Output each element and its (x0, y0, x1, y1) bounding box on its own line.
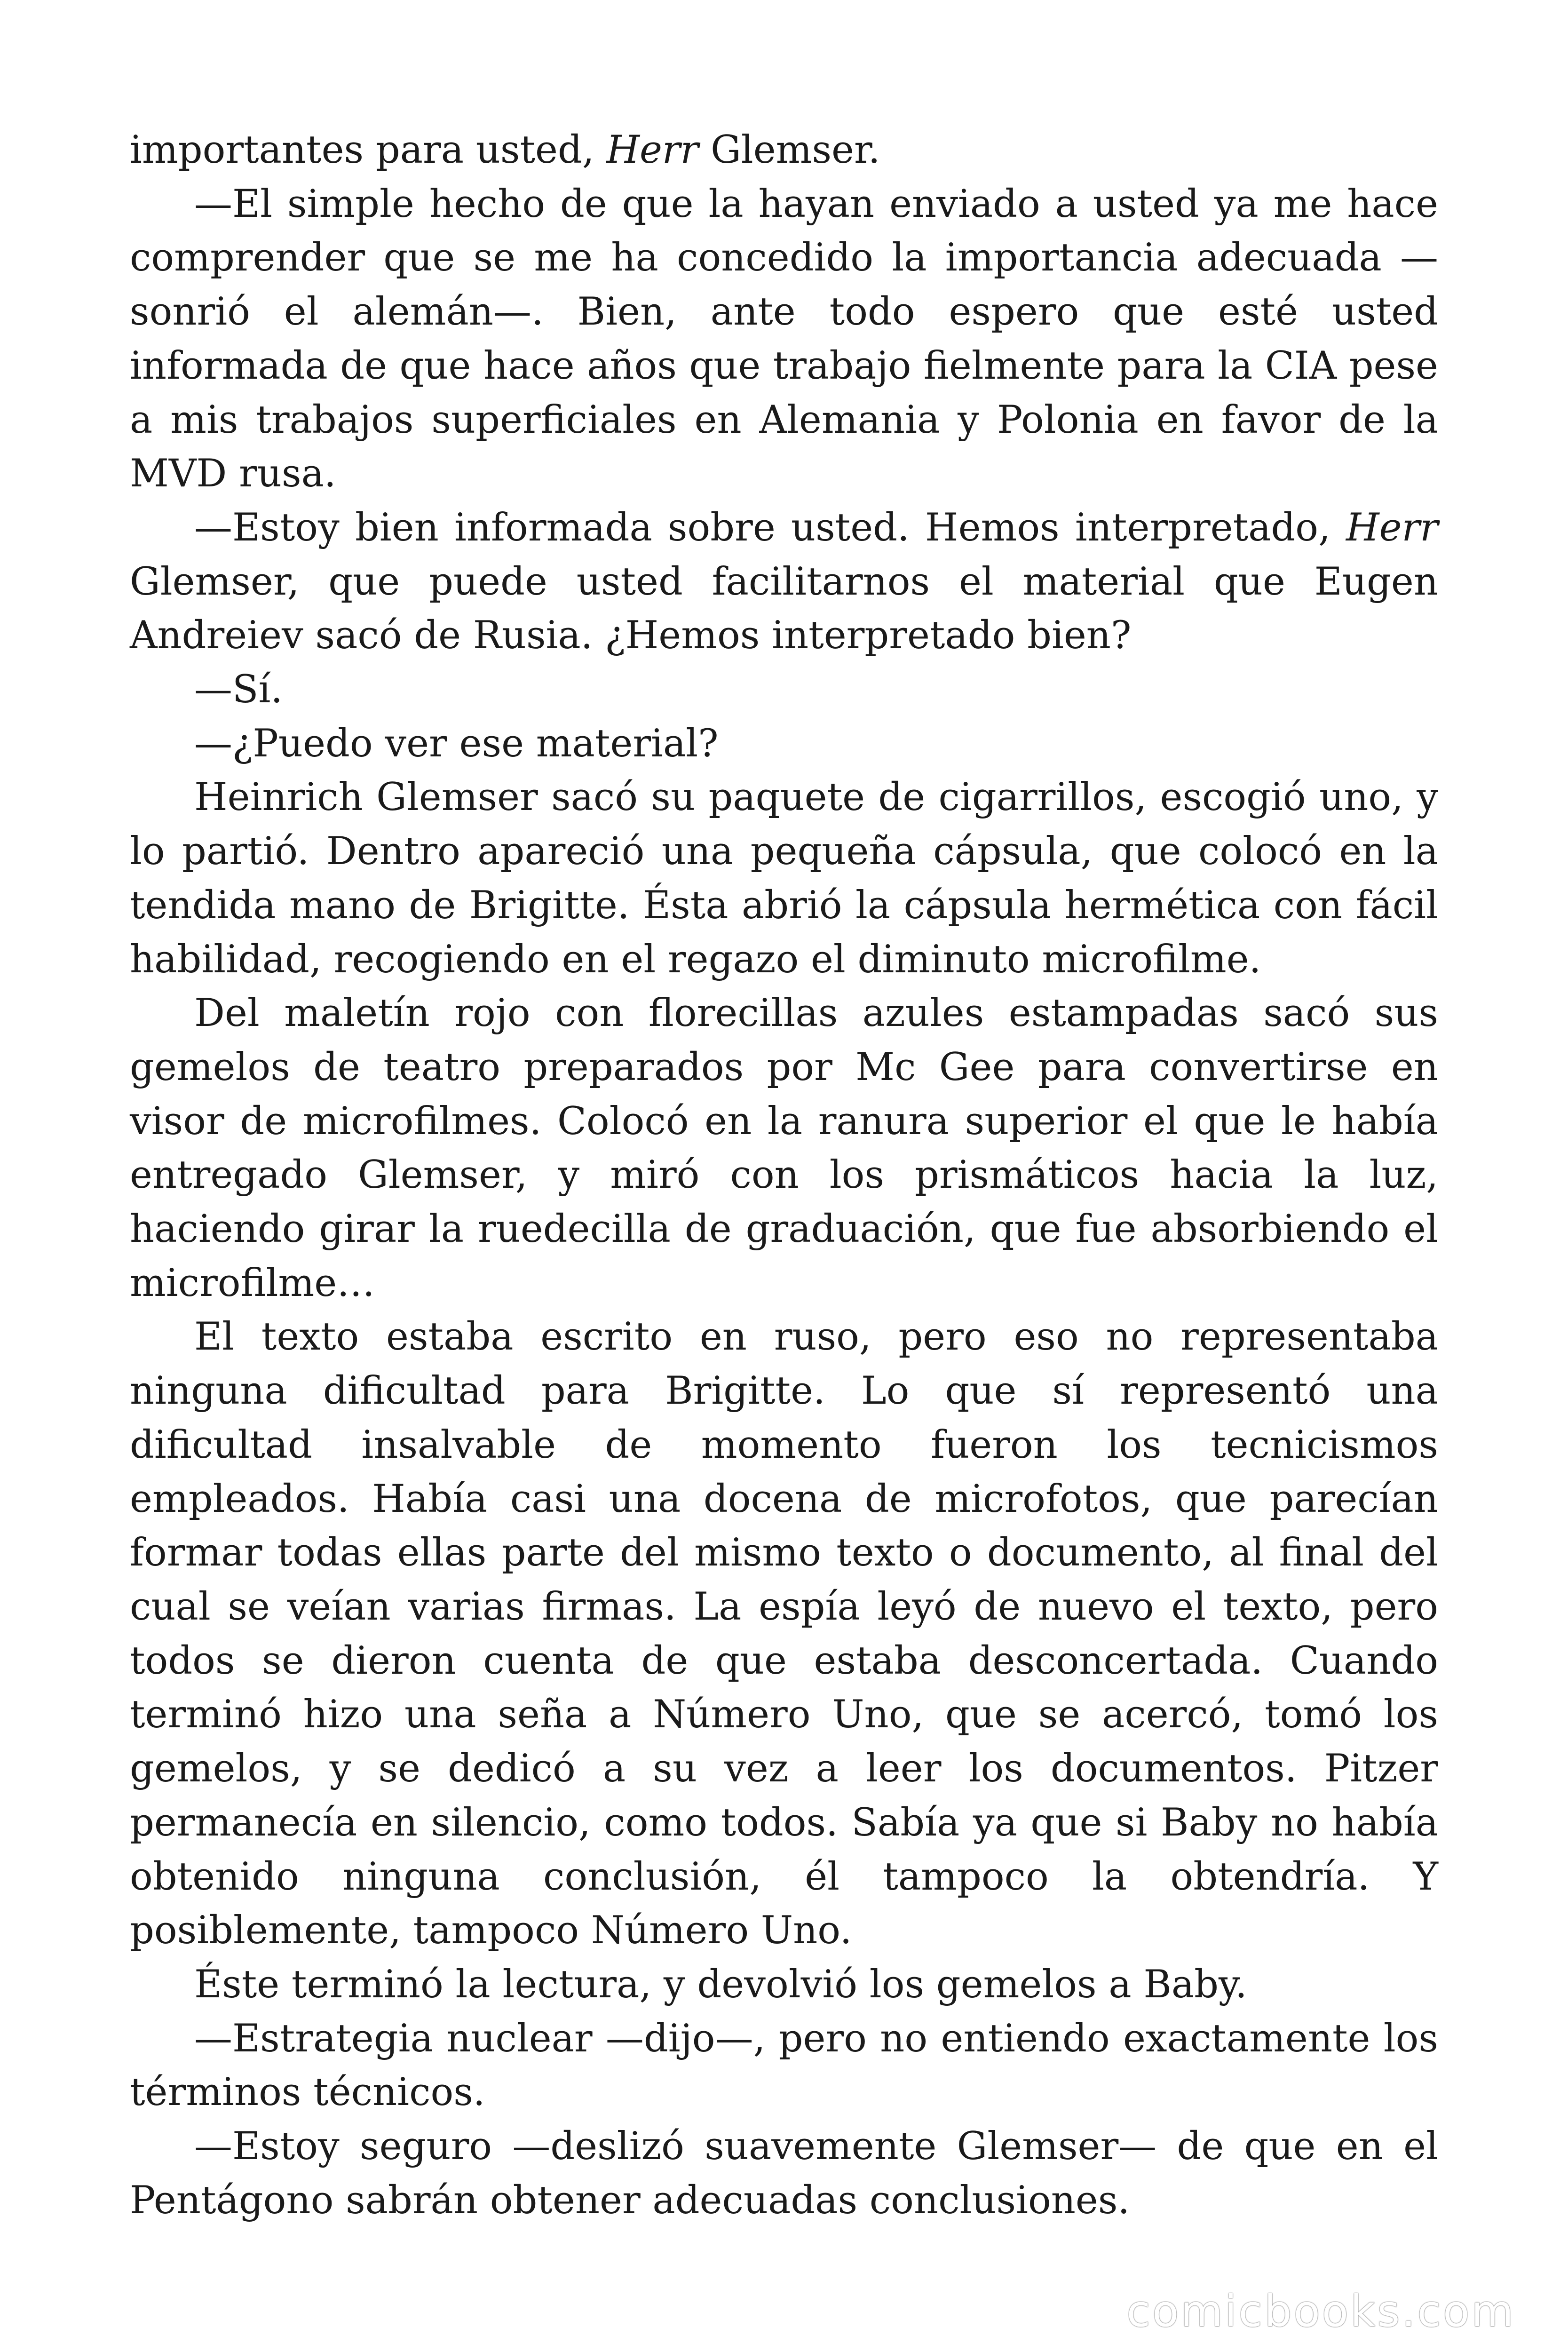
text-run: importantes para usted, (130, 128, 607, 172)
text-run: El texto estaba escrito en ruso, pero eso no representaba ninguna dificultad para Brigitte. Lo que sí representó una dificultad insalvable de momento fueron los tecnicismos empleados. Había casi una docena de microfotos, que parecían formar todas ellas parte del mismo texto o documento, al final del cual se veían varias firmas. La espía leyó de nuevo el texto, pero todos se dieron cuenta de que estaba desconcertada. Cuando terminó hizo una seña a Número Uno, que se acercó, tomó los gemelos, y se dedicó a su vez a leer los documentos. Pitzer permanecía en silencio, como todos. Sabía ya que si Baby no había obtenido ninguna conclusión, él tampoco la obtendría. Y posiblemente, tampoco Número Uno. (130, 1315, 1438, 1953)
text-run: —Estrategia nuclear —dijo—, pero no entiendo exactamente los términos técnicos. (130, 2016, 1438, 2115)
paragraph (130, 663, 1438, 717)
book-page-text (130, 123, 1438, 2227)
watermark: comicbooks.com (1126, 2286, 1515, 2336)
paragraph (130, 717, 1438, 771)
paragraph (130, 2012, 1438, 2120)
paragraph (130, 2120, 1438, 2227)
text-run: Heinrich Glemser sacó su paquete de cigarrillos, escogió uno, y lo partió. Dentro apareció una pequeña cápsula, que colocó en la tendida mano de Brigitte. Ésta abrió la cápsula hermética con fácil habilidad, recogiendo en el regazo el diminuto microfilme. (130, 775, 1438, 982)
text-run: —Estoy seguro —deslizó suavemente Glemser— de que en el Pentágono sabrán obtener adecuadas conclusiones. (130, 2124, 1438, 2223)
text-run: Del maletín rojo con florecillas azules estampadas sacó sus gemelos de teatro preparados por Mc Gee para convertirse en visor de microfilmes. Colocó en la ranura superior el que le había entregado Glemser, y miró con los prismáticos hacia la luz, haciendo girar la ruedecilla de graduación, que fue absorbiendo el microfilme… (130, 991, 1438, 1305)
paragraph (130, 501, 1438, 663)
text-run: —Sí. (194, 667, 283, 712)
paragraph (130, 1958, 1438, 2012)
paragraph (130, 177, 1438, 501)
text-run: Éste terminó la lectura, y devolvió los gemelos a Baby. (194, 1962, 1247, 2007)
italic-text-run: Herr (606, 128, 699, 172)
text-run: Glemser, que puede usted facilitarnos el material que Eugen Andreiev sacó de Rusia. ¿Hemos interpretado bien? (130, 559, 1438, 658)
text-run: —Estoy bien informada sobre usted. Hemos interpretado, (194, 505, 1346, 550)
paragraph (130, 986, 1438, 1310)
paragraph (130, 1310, 1438, 1957)
paragraph (130, 771, 1438, 986)
text-run: —El simple hecho de que la hayan enviado a usted ya me hace comprender que se me ha concedido la importancia adecuada —sonrió el alemán—. Bien, ante todo espero que esté usted informada de que hace años que trabajo fielmente para la CIA pese a mis trabajos superficiales en Alemania y Polonia en favor de la MVD rusa. (130, 182, 1438, 496)
text-run: —¿Puedo ver ese material? (194, 721, 719, 766)
italic-text-run: Herr (1346, 505, 1438, 550)
text-run: Glemser. (698, 128, 880, 172)
paragraph (130, 123, 1438, 177)
